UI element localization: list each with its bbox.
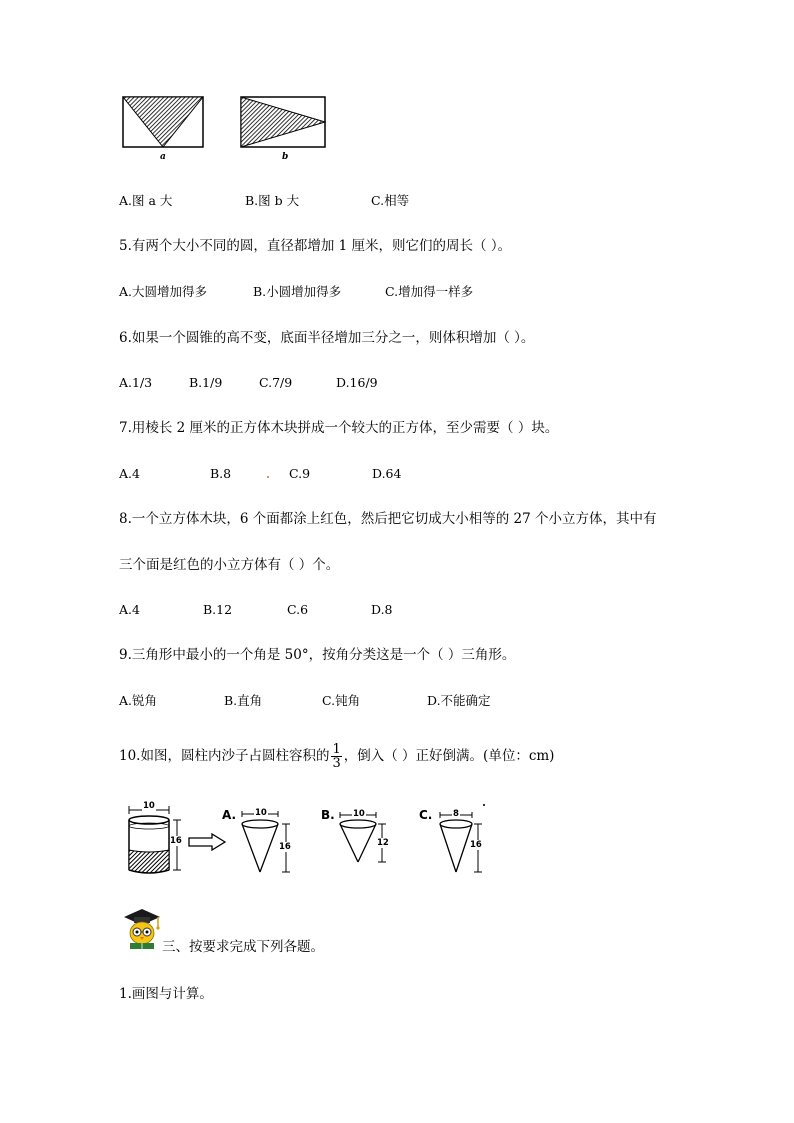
- q6-option-a: A.1/3: [119, 375, 153, 390]
- cylinder-height: 16: [170, 836, 182, 846]
- q4-option-b: B.图 b 大: [245, 193, 300, 208]
- cone-a-height: 16: [279, 842, 291, 852]
- q7-option-a: A.4: [119, 466, 140, 481]
- cone-c-label: C.: [419, 808, 433, 822]
- q8-option-b: B.12: [203, 602, 233, 617]
- q10-question-prefix: 10.如图，圆柱内沙子占圆柱容积的: [119, 748, 330, 764]
- fraction-one-third: [331, 743, 341, 770]
- figure-b: [240, 96, 326, 148]
- stray-dot: [267, 476, 269, 478]
- q9-question: 9.三角形中最小的一个角是 50°，按角分类这是一个（ ）三角形。: [119, 647, 516, 663]
- fraction-denominator: 3: [332, 756, 341, 771]
- q10-question: [119, 738, 554, 774]
- arrow-right-icon: [188, 833, 226, 851]
- q9-option-d: D.不能确定: [427, 693, 491, 708]
- q10-question-suffix: ，倒入（ ）正好倒满。(单位：cm): [343, 748, 555, 764]
- cone-c-height: 16: [470, 840, 482, 850]
- q8-question-line2: 三个面是红色的小立方体有（ ）个。: [119, 557, 340, 573]
- q8-option-d: D.8: [371, 602, 393, 617]
- cone-c-diameter: 8: [453, 809, 459, 819]
- q6-option-d: D.16/9: [336, 375, 378, 390]
- section-3-title: 三、按要求完成下列各题。: [162, 939, 324, 955]
- cone-a-diameter: 10: [255, 808, 267, 818]
- figure-a: [122, 96, 204, 148]
- q5-option-b: B.小圆增加得多: [253, 284, 342, 299]
- q5-option-a: A.大圆增加得多: [119, 284, 208, 299]
- q8-option-c: C.6: [287, 602, 309, 617]
- cone-a-label: A.: [222, 808, 237, 822]
- q6-option-b: B.1/9: [189, 375, 223, 390]
- cone-b-height: 12: [377, 838, 389, 848]
- cylinder-diameter: 10: [143, 801, 155, 811]
- q7-question: 7.用棱长 2 厘米的正方体木块拼成一个较大的正方体，至少需要（ ）块。: [119, 420, 559, 436]
- q5-option-c: C.增加得一样多: [385, 284, 474, 299]
- q4-option-a: A.图 a 大: [119, 193, 173, 208]
- q9-option-b: B.直角: [224, 693, 263, 708]
- q6-question: 6.如果一个圆锥的高不变，底面半径增加三分之一，则体积增加（ ）。: [119, 330, 535, 346]
- figure-b-label: b: [282, 152, 289, 162]
- cone-b-diameter: 10: [353, 809, 365, 819]
- cone-b-label: B.: [321, 808, 335, 822]
- q8-question-line1: 8.一个立方体木块，6 个面都涂上红色，然后把它切成大小相等的 27 个小立方体，其中有: [119, 511, 657, 527]
- q5-question: 5.有两个大小不同的圆，直径都增加 1 厘米，则它们的周长（ ）。: [119, 238, 512, 254]
- fraction-numerator: 1: [332, 742, 341, 757]
- stray-dot: [483, 804, 485, 806]
- q6-option-c: C.7/9: [259, 375, 293, 390]
- q9-option-c: C.钝角: [322, 693, 361, 708]
- section-3-item-1: 1.画图与计算。: [119, 986, 213, 1002]
- figure-a-label: a: [160, 152, 166, 162]
- q7-option-d: D.64: [372, 466, 402, 481]
- q7-option-b: B.8: [210, 466, 232, 481]
- q8-option-a: A.4: [119, 602, 140, 617]
- q9-option-a: A.锐角: [119, 693, 158, 708]
- q7-option-c: C.9: [289, 466, 311, 481]
- q4-option-c: C.相等: [371, 193, 410, 208]
- scholar-bird-icon: [118, 905, 164, 951]
